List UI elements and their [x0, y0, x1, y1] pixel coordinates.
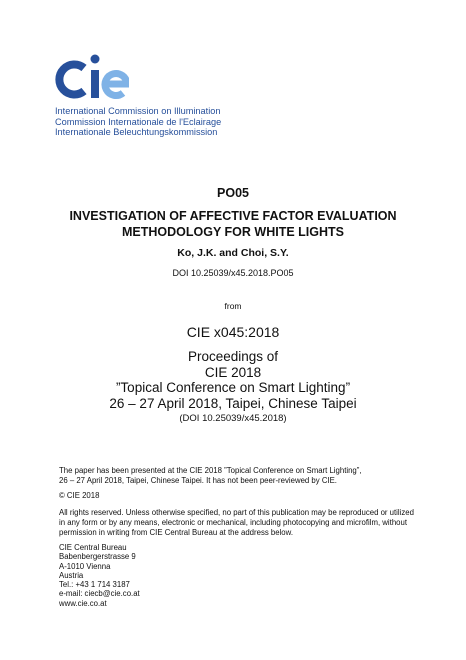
presentation-note-line-1: The paper has been presented at the CIE 2018 ”Topical Conference on Smart Lighting”,	[59, 466, 362, 475]
proceedings-line-1: Proceedings of	[187, 349, 279, 364]
proceedings-doi: (DOI 10.25039/x45.2018)	[179, 413, 287, 424]
logo-letter-i	[91, 70, 99, 98]
logo-dot	[91, 55, 100, 64]
organization-names	[55, 106, 221, 138]
proceedings-line-4: 26 – 27 April 2018, Taipei, Chinese Taipei	[109, 395, 357, 411]
paper-doi: DOI 10.25039/x45.2018.PO05	[172, 268, 294, 278]
from-label: from	[224, 301, 242, 311]
rights-line-3: permission in writing from CIE Central Bureau at the address below.	[59, 527, 294, 537]
address-website: www.cie.co.at	[59, 598, 107, 608]
proceedings-id: CIE x045:2018	[186, 324, 280, 340]
paper-authors: Ko, J.K. and Choi, S.Y.	[177, 247, 289, 259]
org-name-french: Commission Internationale de l'Eclairage	[55, 116, 222, 127]
org-name-english: International Commission on Illumination	[55, 106, 221, 116]
proceedings-line-2: CIE 2018	[204, 364, 262, 380]
rights-line-2: in any form or by any means, electronic or mechanical, including photocopying and microfilm, without	[59, 517, 407, 527]
paper-title-line-2: METHODOLOGY FOR WHITE LIGHTS	[122, 225, 344, 239]
paper-title-line-1: INVESTIGATION OF AFFECTIVE FACTOR EVALUATION	[69, 209, 397, 223]
paper-code: PO05	[217, 186, 249, 200]
proceedings-info	[0, 349, 466, 411]
proceedings-line-3: ”Topical Conference on Smart Lighting”	[115, 380, 351, 395]
rights-line-1: All rights reserved. Unless otherwise specified, no part of this publication may be reproduced or utilized	[59, 508, 414, 517]
org-name-german: Internationale Beleuchtungskommission	[55, 127, 218, 137]
address-block	[59, 543, 419, 608]
address-line-4: Austria	[59, 570, 84, 580]
address-line-1: CIE Central Bureau	[59, 543, 127, 552]
presentation-note	[59, 466, 419, 486]
copyright-notice: © CIE 2018	[59, 491, 100, 500]
address-line-2: Babenbergerstrasse 9	[59, 552, 136, 562]
cie-logo	[55, 52, 129, 104]
presentation-note-line-2: 26 – 27 April 2018, Taipei, Chinese Taipei. It has not been peer-reviewed by CIE.	[59, 475, 337, 485]
address-phone: Tel.: +43 1 714 3187	[59, 580, 130, 590]
rights-notice	[59, 508, 419, 537]
address-email: e-mail: ciecb@cie.co.at	[59, 589, 140, 599]
address-line-3: A-1010 Vienna	[59, 561, 111, 571]
paper-title	[0, 208, 466, 240]
logo-letter-e	[105, 74, 127, 96]
logo-letter-c	[59, 65, 84, 95]
